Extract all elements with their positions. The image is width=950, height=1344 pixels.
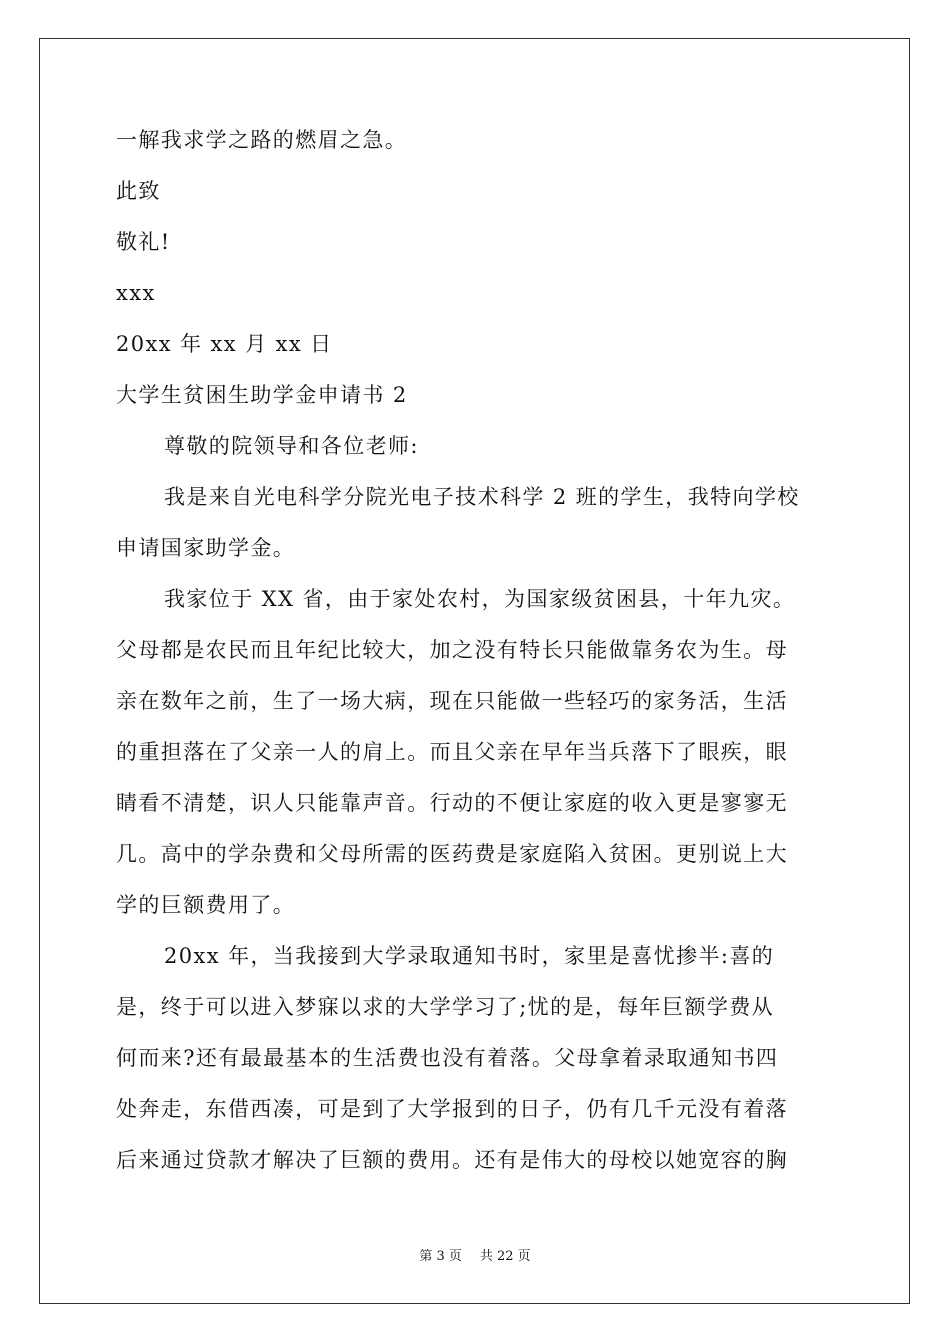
body-line: 我是来自光电科学分院光电子技术科学 2 班的学生，我特向学校	[164, 485, 800, 509]
page-number: 第 3 页	[419, 1249, 462, 1264]
greeting: 尊敬的院领导和各位老师:	[164, 434, 419, 458]
body-line: 睛看不清楚，识人只能靠声音。行动的不便让家庭的收入更是寥寥无	[116, 791, 788, 815]
body-line: 后来通过贷款才解决了巨额的费用。还有是伟大的母校以她宽容的胸	[116, 1148, 788, 1172]
body-line: 几。高中的学杂费和父母所需的医药费是家庭陷入贫困。更别说上大	[116, 842, 788, 866]
body-line: 处奔走，东借西凑，可是到了大学报到的日子，仍有几千元没有着落	[116, 1097, 788, 1121]
body-line: 一解我求学之路的燃眉之急。	[116, 128, 408, 152]
body-line: 我家位于 XX 省，由于家处农村，为国家级贫困县，十年九灾。	[164, 587, 796, 611]
body-line: 父母都是农民而且年纪比较大，加之没有特长只能做靠务农为生。母	[116, 638, 788, 662]
page-footer	[0, 1249, 950, 1265]
body-line: 亲在数年之前，生了一场大病，现在只能做一些轻巧的家务活，生活	[116, 689, 788, 713]
closing-regards: 敬礼!	[116, 230, 171, 254]
body-line: 是，终于可以进入梦寐以求的大学学习了;忧的是，每年巨额学费从	[116, 995, 775, 1019]
signature-date: 20xx 年 xx 月 xx 日	[116, 332, 333, 356]
body-line: 申请国家助学金。	[116, 536, 296, 560]
body-line: 20xx 年，当我接到大学录取通知书时，家里是喜忧掺半:喜的	[164, 944, 775, 968]
document-body	[116, 128, 836, 1172]
closing-salutation: 此致	[116, 179, 161, 203]
page-total: 共 22 页	[479, 1249, 531, 1264]
body-line: 何而来?还有最最基本的生活费也没有着落。父母拿着录取通知书四	[116, 1046, 779, 1070]
body-line: 的重担落在了父亲一人的肩上。而且父亲在早年当兵落下了眼疾，眼	[116, 740, 788, 764]
signature-name: xxx	[116, 281, 156, 305]
section-title: 大学生贫困生助学金申请书 2	[116, 383, 408, 407]
body-line: 学的巨额费用了。	[116, 893, 296, 917]
